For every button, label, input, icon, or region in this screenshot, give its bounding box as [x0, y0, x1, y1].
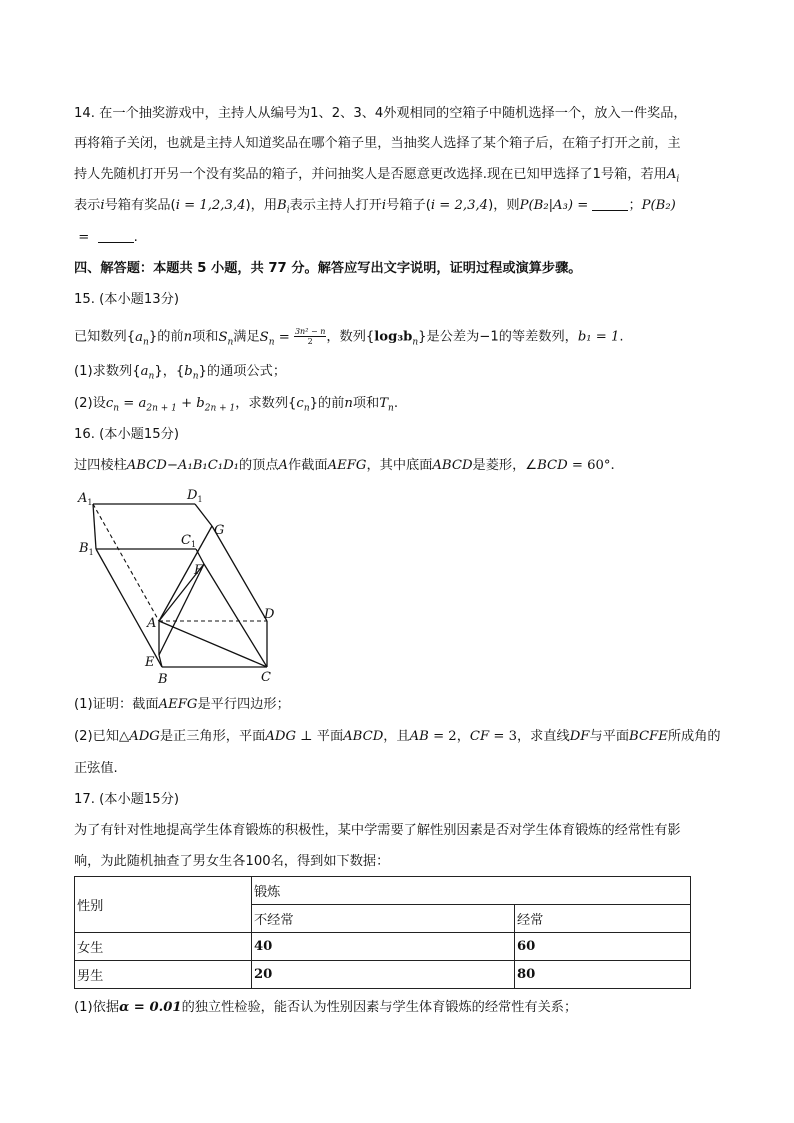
q17-line-2: 响，为此随机抽查了男女生各100名，得到如下数据： — [74, 854, 390, 869]
label-c1: $C_1$ — [181, 533, 197, 549]
cell-often: 80 — [515, 961, 691, 989]
q16-line-1: 过四棱柱ABCD−A₁B₁C₁D₁的顶点A作截面AEFG，其中底面ABCD是菱形，∠BCD = 60°. — [74, 458, 615, 473]
q17-part-1: (1)依据α = 0.01的独立性检验，能否认为性别因素与学生体育锻炼的经常性有关系； — [74, 1000, 578, 1015]
table-row — [75, 961, 691, 989]
label-c: C — [261, 670, 271, 685]
q16-part-2: (2)已知△ADG是正三角形，平面ADG ⊥ 平面ABCD，且AB = 2，CF = 3，求直线DF与平面BCFE所成角的 — [74, 729, 721, 744]
answer-blank-2 — [98, 228, 134, 243]
q15-part-2: (2)设$c_n = a_{2n + 1} + b_{2n + 1}$，求数列$\{c_n\}$的前n项和$T_n$. — [74, 396, 399, 414]
q17-line-1: 为了有针对性地提高学生体育锻炼的积极性，某中学需要了解性别因素是否对学生体育锻炼的经常性有影 — [74, 823, 681, 838]
label-a: A — [147, 616, 157, 631]
header-not-often: 不经常 — [252, 905, 515, 933]
label-f: F — [194, 563, 204, 578]
cell-not-often: 20 — [252, 961, 515, 989]
q17-header: 17. (本小题15分) — [74, 792, 179, 807]
cell-not-often: 40 — [252, 933, 515, 961]
header-often: 经常 — [515, 905, 691, 933]
q15-part-1: (1)求数列$\{a_n\}$，$\{b_n\}$的通项公式； — [74, 364, 287, 382]
label-b: B — [158, 672, 168, 687]
q16-part-2-cont: 正弦值. — [74, 761, 118, 776]
label-d1: $D_1$ — [187, 488, 203, 504]
q16-part-1: (1)证明：截面AEFG是平行四边形； — [74, 697, 290, 712]
q14-line-4: 表示i号箱有奖品(i = 1,2,3,4)，用$B_i$表示主持人打开i号箱子(i = 2,3,4)，则P(B₂|A₃) = ；P(B₂) — [74, 198, 676, 216]
cell-often: 60 — [515, 933, 691, 961]
edge-ac — [159, 621, 267, 667]
data-table — [74, 876, 691, 989]
label-e: E — [145, 655, 155, 670]
label-b1: $B_1$ — [79, 541, 94, 557]
q14-line-3: 持人先随机打开另一个没有奖品的箱子，并问抽奖人是否愿意更改选择.现在已知甲选择了1号箱，若用$A_i$ — [74, 167, 680, 185]
edge-fc — [204, 564, 267, 667]
edge-a1b1 — [93, 504, 96, 549]
fraction: $\frac{\text{3n² − n}}{2}$ — [294, 327, 326, 346]
label-g: G — [214, 523, 225, 538]
q16-header: 16. (本小题15分) — [74, 427, 179, 442]
prism-figure — [74, 488, 294, 688]
q14-line-1: 14. 在一个抽奖游戏中，主持人从编号为1、2、3、4外观相同的空箱子中随机选择一个，放入一件奖品， — [74, 106, 687, 121]
section-heading: 四、解答题：本题共 5 小题，共 77 分。解答应写出文字说明，证明过程或演算步骤。 — [74, 261, 582, 276]
q14-line-5: = . — [78, 230, 138, 245]
q15-line-1: 已知数列$\{a_n\}$的前n项和$S_n$满足$S_n$ = $\frac{\text{3n² − n}}{2}$ ，数列$\{\log_3b_n\}$是公差为−1的等差数列，b₁ = 1. — [74, 327, 624, 348]
row-label: 女生 — [75, 933, 252, 961]
header-exercise: 锻炼 — [252, 877, 691, 905]
q15-header: 15. (本小题13分) — [74, 292, 179, 307]
label-d: D — [264, 607, 275, 622]
q14-line-2: 再将箱子关闭，也就是主持人知道奖品在哪个箱子里，当抽奖人选择了某个箱子后，在箱子打开之前，主 — [74, 136, 681, 151]
label-a1: $A_1$ — [78, 491, 93, 507]
edge-gd — [212, 526, 267, 621]
header-gender: 性别 — [75, 877, 252, 933]
table-row — [75, 933, 691, 961]
answer-blank-1 — [592, 196, 628, 211]
edge-d1g — [195, 504, 212, 526]
row-label: 男生 — [75, 961, 252, 989]
